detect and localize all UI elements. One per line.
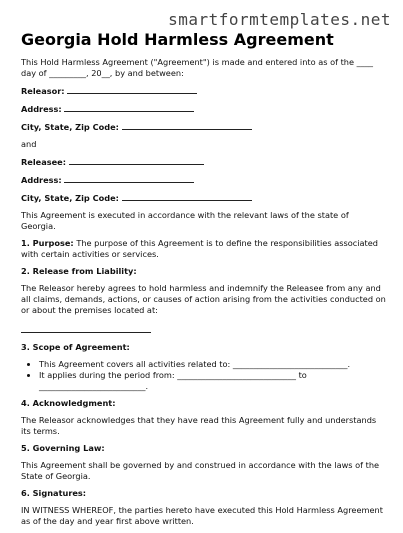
releasor-label: Releasor: — [21, 86, 65, 96]
ack-text: The Releasor acknowledges that they have read this Agreement fully and understands its terms. — [21, 415, 377, 436]
releasor-address-blank[interactable] — [64, 103, 194, 112]
ack-heading: 4. Acknowledgment: — [21, 398, 116, 408]
purpose-heading: 1. Purpose: — [21, 238, 74, 248]
executed-paragraph: This Agreement is executed in accordance with the relevant laws of the state of Georgia. — [21, 210, 349, 231]
document-body — [21, 57, 386, 533]
release-heading: 2. Release from Liability: — [21, 266, 137, 276]
releasee-field — [21, 156, 386, 168]
release-text: The Releasor hereby agrees to hold harmless and indemnify the Releasee from any and all claims, demands, actions, or causes of action arising from the activities conducted on or about the premises located at: — [21, 283, 386, 315]
sig-text: IN WITNESS WHEREOF, the parties hereto have executed this Hold Harmless Agreement as of the day and year first above written. — [21, 505, 383, 526]
scope-period-end: __________________________. — [39, 381, 149, 391]
releasor-blank[interactable] — [67, 85, 197, 94]
scope-heading: 3. Scope of Agreement: — [21, 342, 130, 352]
sig-heading: 6. Signatures: — [21, 488, 87, 498]
gov-text: This Agreement shall be governed by and construed in accordance with the laws of the State of Georgia. — [21, 460, 380, 481]
releasee-address-blank[interactable] — [64, 174, 194, 183]
releasee-blank[interactable] — [69, 156, 204, 165]
releasor-address-label: Address: — [21, 104, 62, 114]
scope-list — [21, 359, 386, 392]
purpose-text: The purpose of this Agreement is to define the responsibilities associated with certain activities or services. — [21, 238, 378, 259]
scope-item-activities: • This Agreement covers all activities related to: ____________________________. — [39, 359, 386, 370]
releasor-field — [21, 85, 386, 97]
releasee-city-blank[interactable] — [122, 192, 252, 201]
purpose-paragraph — [21, 238, 386, 260]
releasee-address-field — [21, 174, 386, 186]
releasor-city-field — [21, 121, 386, 133]
scope-period-text: It applies during the period from: _____________________________ to — [39, 370, 307, 380]
releasee-address-label: Address: — [21, 175, 62, 185]
premises-blank[interactable] — [21, 324, 151, 333]
releasee-city-field — [21, 192, 386, 204]
gov-heading: 5. Governing Law: — [21, 443, 105, 453]
releasor-address-field — [21, 103, 386, 115]
premises-field — [21, 324, 386, 336]
releasee-city-label: City, State, Zip Code: — [21, 193, 119, 203]
scope-item-period — [39, 370, 386, 392]
site-watermark: smartformtemplates.net — [168, 10, 391, 29]
intro-paragraph: This Hold Harmless Agreement ("Agreement") is made and entered into as of the ____ day of _________, 20__, by and between: — [21, 57, 374, 78]
releasor-city-blank[interactable] — [122, 121, 252, 130]
releasee-label: Releasee: — [21, 157, 66, 167]
and-text: and — [21, 139, 37, 149]
releasor-city-label: City, State, Zip Code: — [21, 122, 119, 132]
document-title: Georgia Hold Harmless Agreement — [21, 30, 334, 49]
